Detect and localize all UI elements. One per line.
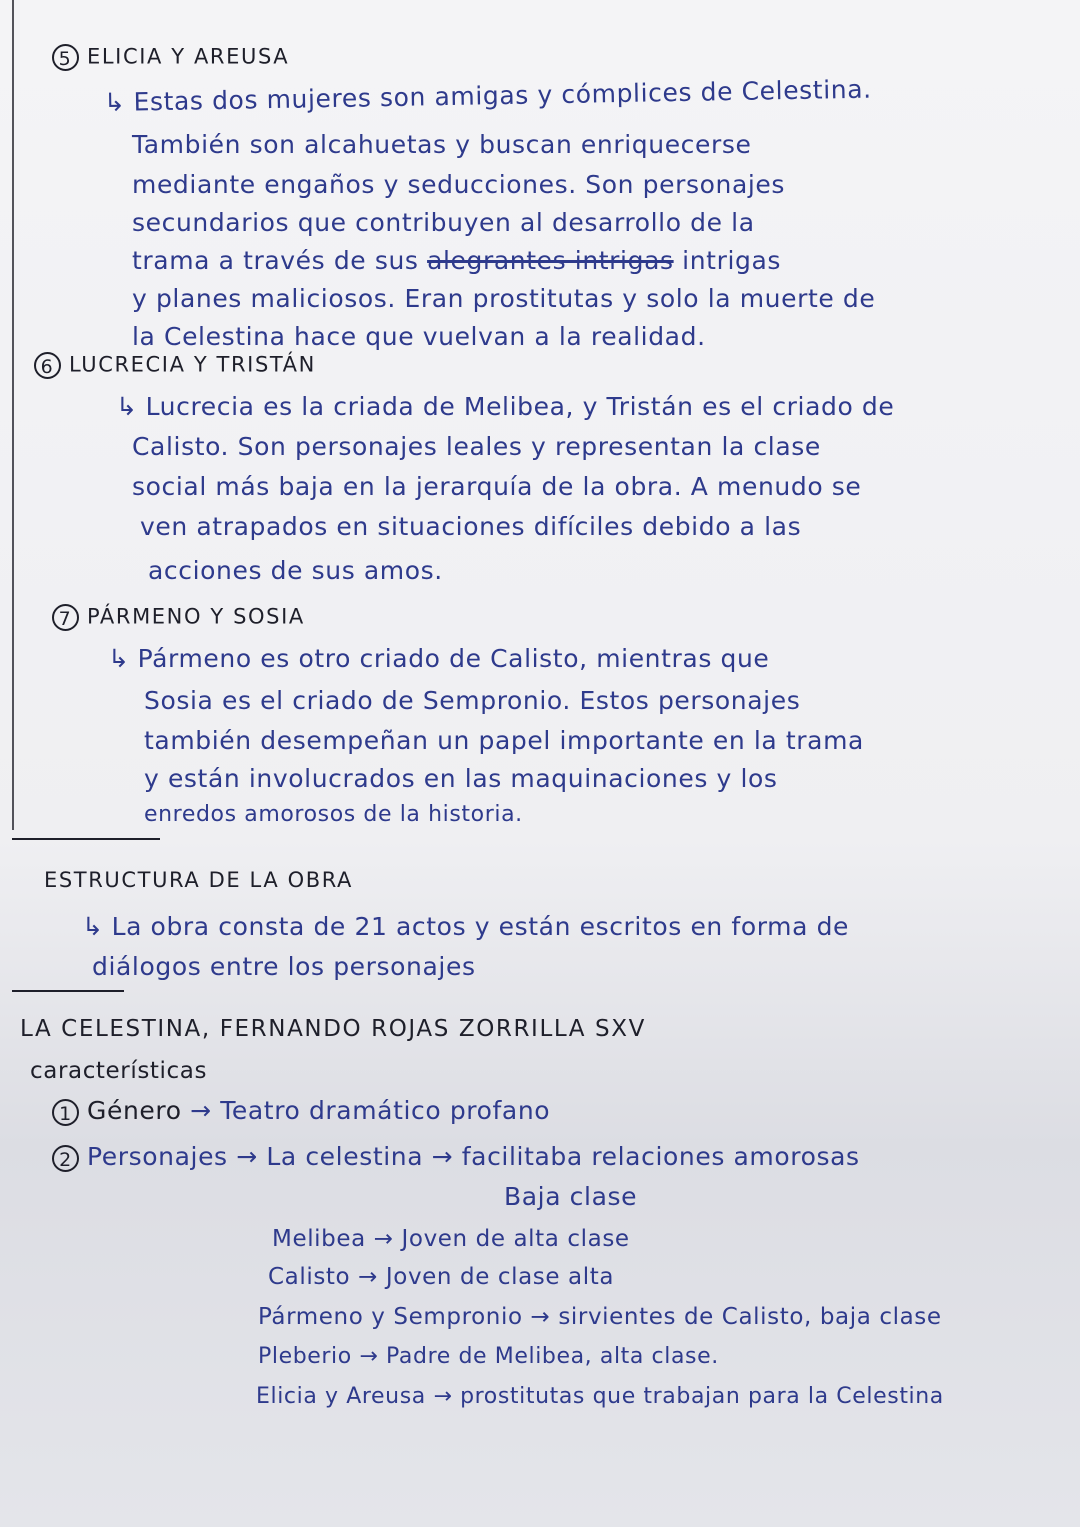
section-7-line-4: y están involucrados en las maquinaciones y los [144, 764, 778, 793]
section-5-line-3: mediante engaños y seducciones. Son personajes [132, 170, 786, 199]
section-7-line-1: ↳ Pármeno es otro criado de Calisto, mientras que [108, 644, 770, 673]
summary-subtitle: características [30, 1058, 208, 1084]
character-line-5: Elicia y Areusa → prostitutas que trabajan para la Celestina [256, 1384, 944, 1409]
section-5-line-5: trama a través de sus alegrantes intrigas intrigas [132, 246, 782, 275]
section-title: LUCRECIA Y TRISTÁN [69, 352, 316, 377]
section-6-heading [34, 352, 316, 379]
summary-item-characters: 2 Personajes → La celestina → facilitaba relaciones amorosas [52, 1142, 860, 1172]
character-line-1: Melibea → Joven de alta clase [272, 1226, 630, 1252]
divider [12, 990, 124, 992]
structure-heading: ESTRUCTURA DE LA OBRA [44, 868, 354, 892]
item-number: 1 [52, 1099, 79, 1126]
divider [12, 838, 160, 840]
structure-line-1: ↳ La obra consta de 21 actos y están escritos en forma de [82, 912, 850, 941]
struck-words: alegrantes intrigas [427, 246, 674, 275]
section-6-line-1: ↳ Lucrecia es la criada de Melibea, y Tristán es el criado de [116, 392, 895, 421]
arrow-icon: ↳ [116, 392, 138, 421]
section-5-heading [52, 44, 289, 71]
section-5-line-4: secundarios que contribuyen al desarrollo de la [132, 208, 755, 237]
section-5-line-2: También son alcahuetas y buscan enriquecerse [132, 130, 752, 159]
section-6-line-3: social más baja en la jerarquía de la obra. A menudo se [132, 472, 862, 501]
character-line-3: Pármeno y Sempronio → sirvientes de Calisto, baja clase [258, 1304, 942, 1330]
section-5-line-6: y planes maliciosos. Eran prostitutas y solo la muerte de [132, 284, 876, 313]
arrow-icon: ↳ [108, 644, 130, 673]
section-6-line-2: Calisto. Son personajes leales y representan la clase [132, 432, 821, 461]
section-5-line-7: la Celestina hace que vuelvan a la realidad. [132, 322, 706, 351]
section-7-line-2: Sosia es el criado de Sempronio. Estos personajes [144, 686, 801, 715]
section-number: 5 [52, 44, 79, 71]
margin-line [12, 0, 14, 830]
section-7-heading [52, 604, 305, 631]
character-line-4: Pleberio → Padre de Melibea, alta clase. [258, 1344, 719, 1369]
section-6-line-5: acciones de sus amos. [148, 556, 443, 585]
summary-item-genre: 1 Género → Teatro dramático profano [52, 1096, 550, 1126]
arrow-icon: ↳ [82, 912, 104, 941]
structure-line-2: diálogos entre los personajes [92, 952, 476, 981]
section-title: ELICIA Y AREUSA [87, 44, 290, 69]
section-7-line-3: también desempeñan un papel importante en la trama [144, 726, 864, 755]
character-line-2: Calisto → Joven de clase alta [268, 1264, 615, 1290]
section-number: 6 [34, 352, 61, 379]
section-number: 7 [52, 604, 79, 631]
item-number: 2 [52, 1145, 79, 1172]
section-6-line-4: ven atrapados en situaciones difíciles debido a las [140, 512, 802, 541]
arrow-icon: ↳ [103, 87, 126, 117]
section-5-line-1: ↳ Estas dos mujeres son amigas y cómplices de Celestina. [103, 74, 872, 117]
section-7-line-5: enredos amorosos de la historia. [144, 802, 523, 827]
section-title: PÁRMENO Y SOSIA [87, 604, 305, 629]
summary-heading: LA CELESTINA, FERNANDO ROJAS ZORRILLA SXV [20, 1016, 646, 1042]
summary-item-characters-class: Baja clase [504, 1182, 638, 1211]
